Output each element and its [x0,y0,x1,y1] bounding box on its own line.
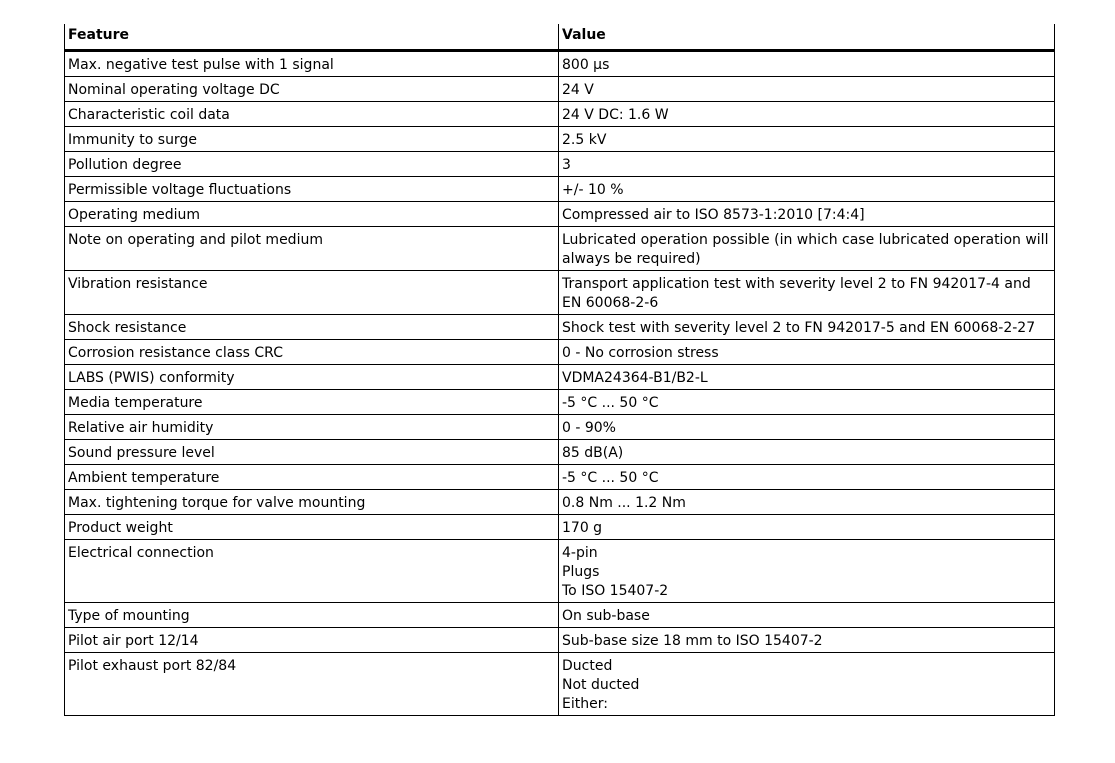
feature-cell: Permissible voltage fluctuations [65,177,559,202]
feature-cell: Immunity to surge [65,127,559,152]
value-cell [559,152,1055,177]
value-cell [559,653,1055,716]
value-line: 170 g [562,520,603,536]
value-column-header: Value [559,24,1055,51]
value-cell [559,177,1055,202]
value-cell [559,202,1055,227]
table-row [65,540,1055,603]
value-line: Shock test with severity level 2 to FN 942017-5 and EN 60068-2-27 [562,320,1036,336]
feature-cell: Ambient temperature [65,465,559,490]
feature-cell: Type of mounting [65,603,559,628]
value-cell [559,340,1055,365]
table-row [65,390,1055,415]
value-cell [559,315,1055,340]
feature-cell: Max. tightening torque for valve mounting [65,490,559,515]
value-line: 3 [562,157,571,173]
value-line: 0.8 Nm ... 1.2 Nm [562,495,686,511]
table-row [65,515,1055,540]
value-line: -5 °C ... 50 °C [562,470,659,486]
table-row [65,340,1055,365]
value-cell [559,51,1055,77]
value-line: Transport application test with severity level 2 to FN 942017-4 and EN 60068-2-6 [562,276,1031,311]
value-cell [559,440,1055,465]
feature-cell: Relative air humidity [65,415,559,440]
feature-cell: Pilot air port 12/14 [65,628,559,653]
table-row [65,628,1055,653]
feature-cell: Pilot exhaust port 82/84 [65,653,559,716]
feature-cell: LABS (PWIS) conformity [65,365,559,390]
feature-cell: Sound pressure level [65,440,559,465]
feature-cell: Electrical connection [65,540,559,603]
value-line: Compressed air to ISO 8573-1:2010 [7:4:4] [562,207,865,223]
table-row [65,177,1055,202]
table-row [65,365,1055,390]
value-line: 0 - 90% [562,420,616,436]
feature-cell: Note on operating and pilot medium [65,227,559,271]
value-line: 4-pin [562,545,598,561]
technical-data-table [64,24,1055,716]
table-row [65,271,1055,315]
value-cell [559,227,1055,271]
feature-cell: Media temperature [65,390,559,415]
feature-cell: Shock resistance [65,315,559,340]
value-cell [559,628,1055,653]
feature-cell: Max. negative test pulse with 1 signal [65,51,559,77]
value-line: 0 - No corrosion stress [562,345,719,361]
feature-cell: Characteristic coil data [65,102,559,127]
value-line: 2.5 kV [562,132,607,148]
table-row [65,102,1055,127]
value-line: 24 V [562,82,594,98]
value-line: 85 dB(A) [562,445,624,461]
value-line: +/- 10 % [562,182,624,198]
table-row [65,603,1055,628]
value-cell [559,515,1055,540]
value-cell [559,465,1055,490]
value-line: Either: [562,696,608,712]
value-line: VDMA24364-B1/B2-L [562,370,708,386]
table-row [65,77,1055,102]
feature-cell: Nominal operating voltage DC [65,77,559,102]
value-line: Sub-base size 18 mm to ISO 15407-2 [562,633,823,649]
table-body [65,51,1055,716]
value-line: Plugs [562,564,600,580]
table-row [65,227,1055,271]
value-cell [559,77,1055,102]
feature-cell: Corrosion resistance class CRC [65,340,559,365]
spec-sheet [64,24,1054,716]
feature-cell: Product weight [65,515,559,540]
table-row [65,465,1055,490]
table-row [65,653,1055,716]
value-line: On sub-base [562,608,650,624]
feature-column-header: Feature [65,24,559,51]
value-line: Ducted [562,658,613,674]
value-cell [559,390,1055,415]
value-cell [559,271,1055,315]
table-row [65,152,1055,177]
table-row [65,127,1055,152]
value-line: -5 °C ... 50 °C [562,395,659,411]
value-line: 24 V DC: 1.6 W [562,107,669,123]
feature-cell: Pollution degree [65,152,559,177]
table-row [65,202,1055,227]
value-line: To ISO 15407-2 [562,583,669,599]
table-row [65,440,1055,465]
table-row [65,415,1055,440]
value-cell [559,415,1055,440]
value-line: Lubricated operation possible (in which case lubricated operation will always be required) [562,232,1049,267]
table-row [65,315,1055,340]
table-row [65,51,1055,77]
value-cell [559,365,1055,390]
feature-cell: Operating medium [65,202,559,227]
value-cell [559,490,1055,515]
value-cell [559,540,1055,603]
value-cell [559,102,1055,127]
value-line: 800 µs [562,57,610,73]
value-line: Not ducted [562,677,640,693]
feature-cell: Vibration resistance [65,271,559,315]
table-header-row [65,24,1055,51]
value-cell [559,127,1055,152]
table-row [65,490,1055,515]
value-cell [559,603,1055,628]
